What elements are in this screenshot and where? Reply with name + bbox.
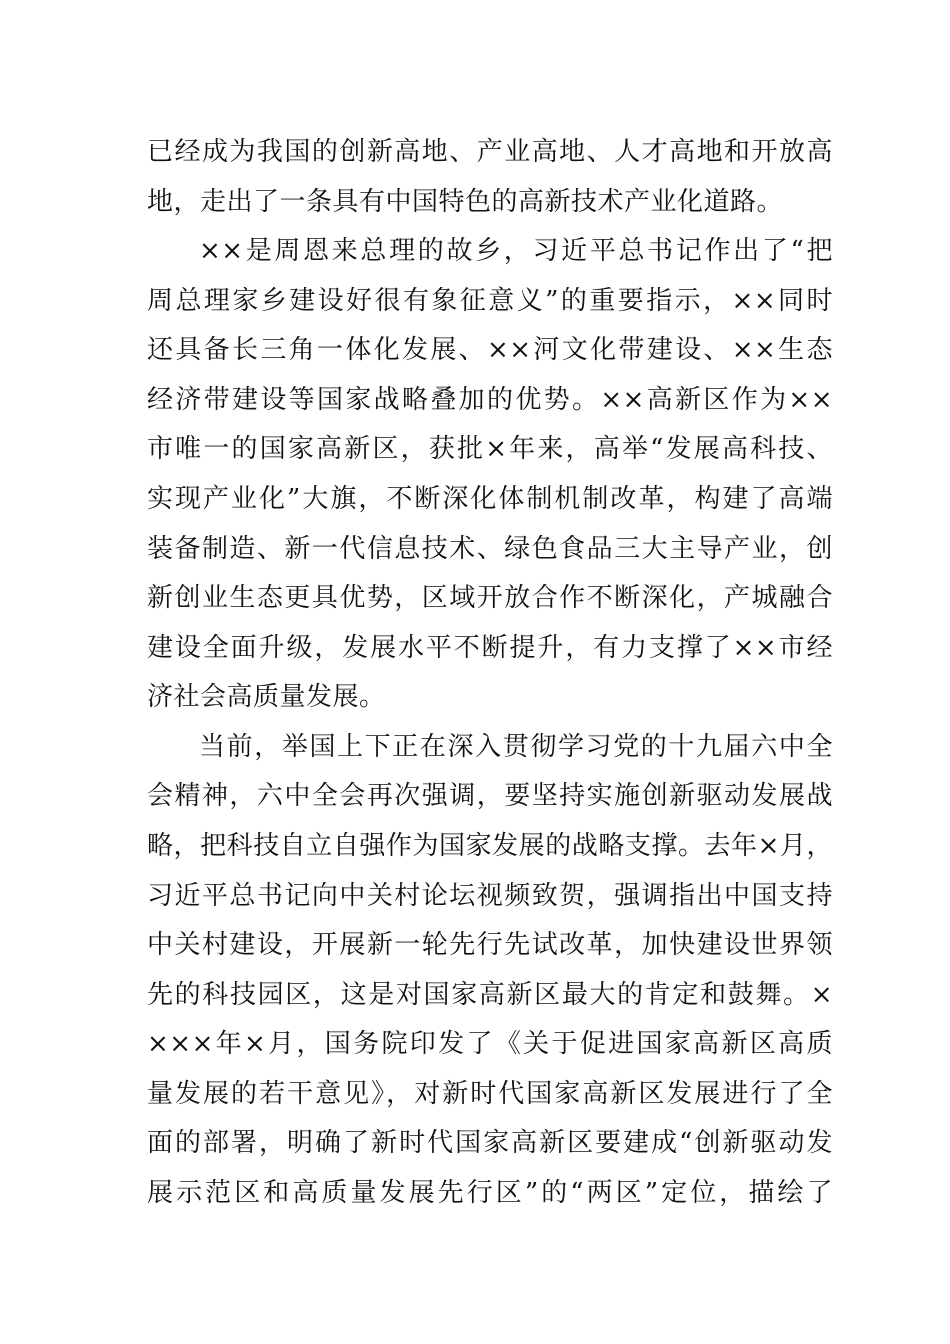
paragraph-start-line: ××是周恩来总理的故乡，习近平总书记作出了“把 xyxy=(199,236,833,266)
text-line: 实现产业化”大旗，不断深化体制机制改革，构建了高端 xyxy=(147,484,833,514)
text-line: 略，把科技自立自强作为国家发展的战略支撑。去年×月， xyxy=(147,831,833,861)
paragraph-start-line: 当前，举国上下正在深入贯彻学习党的十九届六中全 xyxy=(199,732,833,762)
text-line: 先的科技园区，这是对国家高新区最大的肯定和鼓舞。× xyxy=(147,980,833,1010)
text-line: 中关村建设，开展新一轮先行先试改革，加快建设世界领 xyxy=(147,930,833,960)
text-line: 周总理家乡建设好很有象征意义”的重要指示，××同时 xyxy=(147,286,833,316)
text-line: 展示范区和高质量发展先行区”的“两区”定位，描绘了 xyxy=(147,1178,833,1208)
text-line: ×××年×月，国务院印发了《关于促进国家高新区高质 xyxy=(147,1029,833,1059)
text-line: 已经成为我国的创新高地、产业高地、人才高地和开放高 xyxy=(147,137,833,167)
text-line: 量发展的若干意见》，对新时代国家高新区发展进行了全 xyxy=(147,1079,833,1109)
text-line: 市唯一的国家高新区，获批×年来，高举“发展高科技、 xyxy=(147,434,833,464)
text-line: 济社会高质量发展。 xyxy=(147,682,386,712)
text-line: 还具备长三角一体化发展、××河文化带建设、××生态 xyxy=(147,335,833,365)
text-line: 地，走出了一条具有中国特色的高新技术产业化道路。 xyxy=(147,187,784,217)
text-line: 面的部署，明确了新时代国家高新区要建成“创新驱动发 xyxy=(147,1128,833,1158)
text-line: 装备制造、新一代信息技术、绿色食品三大主导产业，创 xyxy=(147,534,833,564)
text-line: 新创业生态更具优势，区域开放合作不断深化，产城融合 xyxy=(147,583,833,613)
text-line: 建设全面升级，发展水平不断提升，有力支撑了××市经 xyxy=(147,633,833,663)
text-line: 会精神，六中全会再次强调，要坚持实施创新驱动发展战 xyxy=(147,781,833,811)
text-line: 习近平总书记向中关村论坛视频致贺，强调指出中国支持 xyxy=(147,881,833,911)
text-line: 经济带建设等国家战略叠加的优势。××高新区作为×× xyxy=(147,385,833,415)
